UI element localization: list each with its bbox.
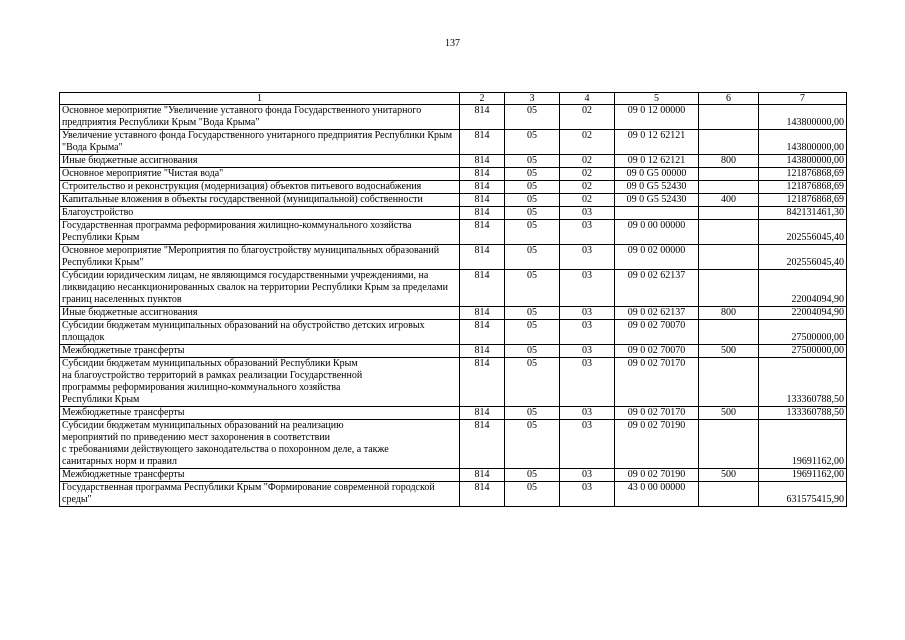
- row-grbs-cell: 814: [460, 245, 505, 270]
- row-grbs-cell: 814: [460, 105, 505, 130]
- row-name-cell: Основное мероприятие "Чистая вода": [60, 168, 460, 181]
- row-target-article-cell: 43 0 00 00000: [615, 482, 699, 507]
- row-grbs-cell: 814: [460, 168, 505, 181]
- row-amount-cell: 143800000,00: [759, 155, 847, 168]
- row-section-cell: 05: [505, 168, 560, 181]
- row-target-article-cell: 09 0 02 70190: [615, 420, 699, 469]
- row-expense-type-cell: [699, 220, 759, 245]
- row-subsection-cell: 03: [560, 220, 615, 245]
- page-number: 137: [445, 38, 460, 49]
- row-expense-type-cell: [699, 181, 759, 194]
- row-subsection-cell: 03: [560, 469, 615, 482]
- table-row: [60, 270, 847, 307]
- row-expense-type-cell: 800: [699, 307, 759, 320]
- column-header: 7: [759, 93, 847, 105]
- row-name-cell: Межбюджетные трансферты: [60, 407, 460, 420]
- column-header: 2: [460, 93, 505, 105]
- row-subsection-cell: 02: [560, 181, 615, 194]
- row-amount-cell: 202556045,40: [759, 245, 847, 270]
- row-name-cell: Капитальные вложения в объекты государственной (муниципальной) собственности: [60, 194, 460, 207]
- row-subsection-cell: 03: [560, 358, 615, 407]
- row-target-article-cell: 09 0 12 62121: [615, 130, 699, 155]
- row-amount-cell: 27500000,00: [759, 345, 847, 358]
- table-row: [60, 469, 847, 482]
- row-expense-type-cell: 500: [699, 469, 759, 482]
- row-expense-type-cell: [699, 207, 759, 220]
- row-target-article-cell: 09 0 G5 52430: [615, 181, 699, 194]
- row-grbs-cell: 814: [460, 320, 505, 345]
- row-amount-cell: 631575415,90: [759, 482, 847, 507]
- row-name-cell: Государственная программа Республики Крым "Формирование современной городской среды": [60, 482, 460, 507]
- row-grbs-cell: 814: [460, 407, 505, 420]
- row-target-article-cell: 09 0 00 00000: [615, 220, 699, 245]
- column-header: 6: [699, 93, 759, 105]
- row-subsection-cell: 03: [560, 320, 615, 345]
- row-target-article-cell: 09 0 02 70190: [615, 469, 699, 482]
- row-name-cell: Межбюджетные трансферты: [60, 345, 460, 358]
- row-amount-cell: 121876868,69: [759, 168, 847, 181]
- row-name-cell: Строительство и реконструкция (модернизация) объектов питьевого водоснабжения: [60, 181, 460, 194]
- row-subsection-cell: 02: [560, 105, 615, 130]
- row-grbs-cell: 814: [460, 307, 505, 320]
- row-subsection-cell: 02: [560, 130, 615, 155]
- row-amount-cell: 143800000,00: [759, 130, 847, 155]
- row-name-cell: Иные бюджетные ассигнования: [60, 307, 460, 320]
- column-header: 3: [505, 93, 560, 105]
- row-amount-cell: 133360788,50: [759, 358, 847, 407]
- row-expense-type-cell: [699, 168, 759, 181]
- row-amount-cell: 121876868,69: [759, 181, 847, 194]
- row-expense-type-cell: 800: [699, 155, 759, 168]
- table-row: [60, 168, 847, 181]
- column-header: 4: [560, 93, 615, 105]
- row-section-cell: 05: [505, 181, 560, 194]
- table-row: [60, 207, 847, 220]
- row-expense-type-cell: [699, 320, 759, 345]
- row-name-cell: Основное мероприятие "Увеличение уставного фонда Государственного унитарного предприятия Республики Крым "Вода Крыма": [60, 105, 460, 130]
- row-grbs-cell: 814: [460, 220, 505, 245]
- row-name-cell: Основное мероприятие "Мероприятия по благоустройству муниципальных образований Республики Крым": [60, 245, 460, 270]
- row-target-article-cell: 09 0 02 00000: [615, 245, 699, 270]
- row-target-article-cell: 09 0 12 62121: [615, 155, 699, 168]
- row-grbs-cell: 814: [460, 207, 505, 220]
- row-name-cell: Иные бюджетные ассигнования: [60, 155, 460, 168]
- row-amount-cell: 19691162,00: [759, 469, 847, 482]
- row-expense-type-cell: [699, 420, 759, 469]
- row-target-article-cell: 09 0 02 62137: [615, 270, 699, 307]
- row-subsection-cell: 02: [560, 155, 615, 168]
- row-target-article-cell: 09 0 02 62137: [615, 307, 699, 320]
- table-row: [60, 220, 847, 245]
- row-grbs-cell: 814: [460, 420, 505, 469]
- table-row: [60, 307, 847, 320]
- column-header: 5: [615, 93, 699, 105]
- row-grbs-cell: 814: [460, 130, 505, 155]
- table-row: [60, 105, 847, 130]
- row-expense-type-cell: [699, 130, 759, 155]
- row-grbs-cell: 814: [460, 270, 505, 307]
- row-section-cell: 05: [505, 105, 560, 130]
- row-expense-type-cell: [699, 245, 759, 270]
- row-subsection-cell: 03: [560, 345, 615, 358]
- budget-table: [59, 92, 847, 507]
- row-amount-cell: 842131461,30: [759, 207, 847, 220]
- table-row: [60, 181, 847, 194]
- row-amount-cell: 143800000,00: [759, 105, 847, 130]
- row-grbs-cell: 814: [460, 358, 505, 407]
- row-section-cell: 05: [505, 469, 560, 482]
- row-amount-cell: 121876868,69: [759, 194, 847, 207]
- row-subsection-cell: 03: [560, 245, 615, 270]
- row-target-article-cell: 09 0 02 70070: [615, 320, 699, 345]
- row-amount-cell: 22004094,90: [759, 307, 847, 320]
- table-row: [60, 245, 847, 270]
- row-name-cell: Субсидии бюджетам муниципальных образований на обустройство детских игровых площадок: [60, 320, 460, 345]
- row-amount-cell: 27500000,00: [759, 320, 847, 345]
- row-target-article-cell: 09 0 02 70070: [615, 345, 699, 358]
- row-amount-cell: 19691162,00: [759, 420, 847, 469]
- row-expense-type-cell: [699, 270, 759, 307]
- row-name-cell: Субсидии бюджетам муниципальных образований на реализацию мероприятий по приведению мест захоронения в соответствии с требованиями действующего законодательства о похоронном деле, а также санитарных норм и правил: [60, 420, 460, 469]
- row-section-cell: 05: [505, 345, 560, 358]
- row-subsection-cell: 03: [560, 307, 615, 320]
- row-subsection-cell: 02: [560, 194, 615, 207]
- table-row: [60, 420, 847, 469]
- row-grbs-cell: 814: [460, 155, 505, 168]
- row-name-cell: Увеличение уставного фонда Государственного унитарного предприятия Республики Крым "Вода Крыма": [60, 130, 460, 155]
- row-section-cell: 05: [505, 155, 560, 168]
- row-target-article-cell: 09 0 02 70170: [615, 358, 699, 407]
- row-expense-type-cell: [699, 105, 759, 130]
- row-section-cell: 05: [505, 207, 560, 220]
- row-section-cell: 05: [505, 307, 560, 320]
- table-row: [60, 194, 847, 207]
- row-name-cell: Субсидии юридическим лицам, не являющимся государственными учреждениями, на ликвидацию несанкционированных свалок на территории Республики Крым за пределами границ населенных пунктов: [60, 270, 460, 307]
- row-name-cell: Межбюджетные трансферты: [60, 469, 460, 482]
- row-grbs-cell: 814: [460, 482, 505, 507]
- row-section-cell: 05: [505, 482, 560, 507]
- row-subsection-cell: 03: [560, 207, 615, 220]
- table-row: [60, 320, 847, 345]
- row-name-cell: Субсидии бюджетам муниципальных образований Республики Крым на благоустройство территорий в рамках реализации Государственной программы реформирования жилищно-коммунального хозяйства Республики Крым: [60, 358, 460, 407]
- table-row: [60, 155, 847, 168]
- column-header: 1: [60, 93, 460, 105]
- row-section-cell: 05: [505, 320, 560, 345]
- row-subsection-cell: 03: [560, 270, 615, 307]
- row-subsection-cell: 03: [560, 482, 615, 507]
- row-target-article-cell: [615, 207, 699, 220]
- table-row: [60, 130, 847, 155]
- row-expense-type-cell: 500: [699, 407, 759, 420]
- table-row: [60, 407, 847, 420]
- row-expense-type-cell: [699, 358, 759, 407]
- row-section-cell: 05: [505, 407, 560, 420]
- row-target-article-cell: 09 0 G5 00000: [615, 168, 699, 181]
- table-header-row: [60, 93, 847, 105]
- table-row: [60, 482, 847, 507]
- row-amount-cell: 133360788,50: [759, 407, 847, 420]
- row-amount-cell: 22004094,90: [759, 270, 847, 307]
- row-expense-type-cell: 500: [699, 345, 759, 358]
- row-grbs-cell: 814: [460, 345, 505, 358]
- row-subsection-cell: 02: [560, 168, 615, 181]
- row-section-cell: 05: [505, 270, 560, 307]
- row-expense-type-cell: 400: [699, 194, 759, 207]
- row-grbs-cell: 814: [460, 181, 505, 194]
- row-section-cell: 05: [505, 220, 560, 245]
- table-row: [60, 345, 847, 358]
- row-amount-cell: 202556045,40: [759, 220, 847, 245]
- table-row: [60, 358, 847, 407]
- row-name-cell: Государственная программа реформирования жилищно-коммунального хозяйства Республики Крым: [60, 220, 460, 245]
- row-target-article-cell: 09 0 G5 52430: [615, 194, 699, 207]
- row-section-cell: 05: [505, 358, 560, 407]
- row-section-cell: 05: [505, 130, 560, 155]
- row-section-cell: 05: [505, 420, 560, 469]
- row-grbs-cell: 814: [460, 194, 505, 207]
- row-target-article-cell: 09 0 12 00000: [615, 105, 699, 130]
- row-target-article-cell: 09 0 02 70170: [615, 407, 699, 420]
- row-subsection-cell: 03: [560, 407, 615, 420]
- row-name-cell: Благоустройство: [60, 207, 460, 220]
- row-grbs-cell: 814: [460, 469, 505, 482]
- row-section-cell: 05: [505, 245, 560, 270]
- row-subsection-cell: 03: [560, 420, 615, 469]
- row-expense-type-cell: [699, 482, 759, 507]
- row-section-cell: 05: [505, 194, 560, 207]
